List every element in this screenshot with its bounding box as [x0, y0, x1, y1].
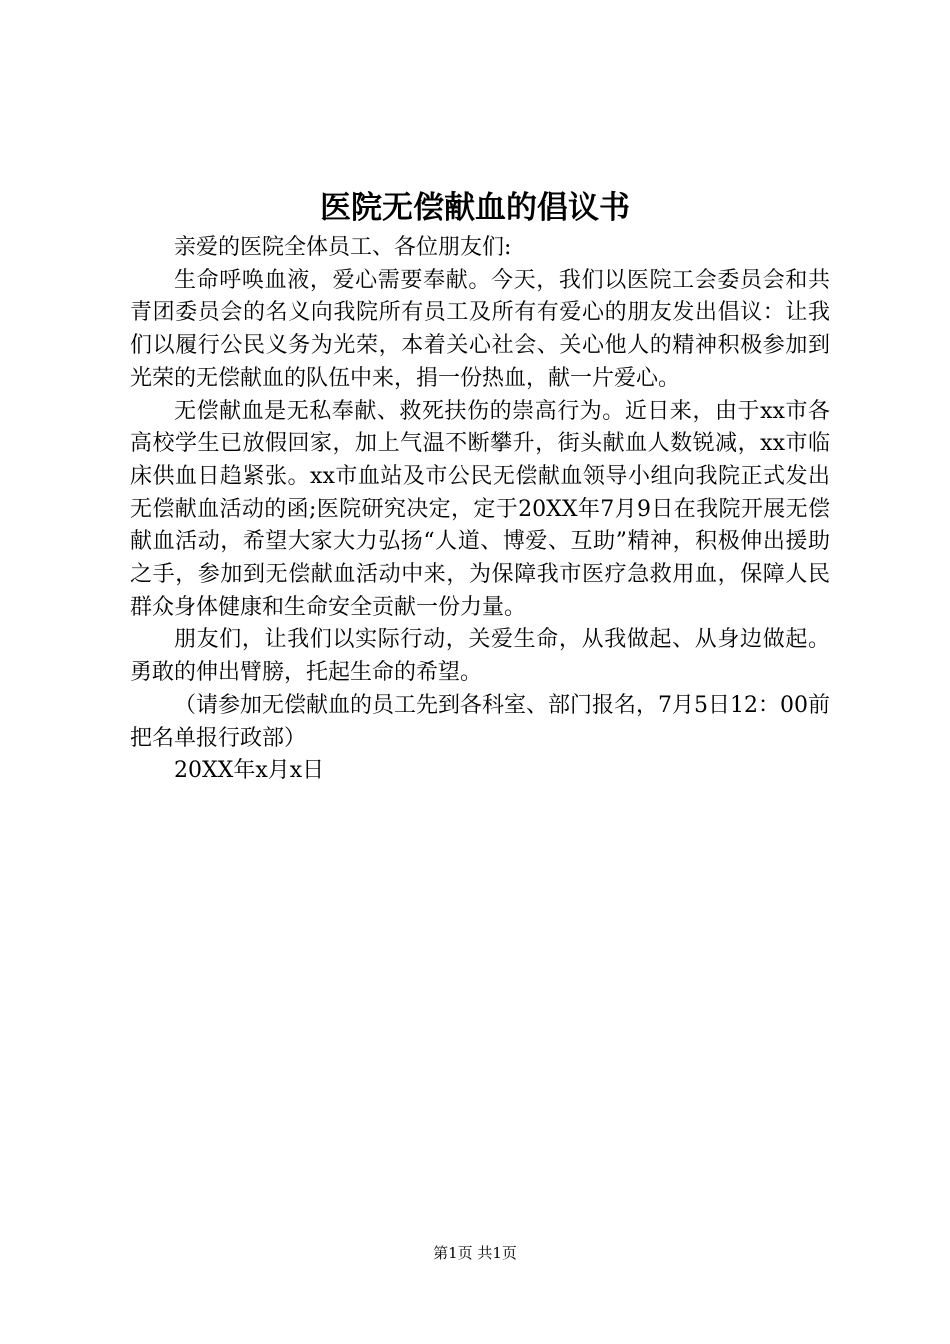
page-footer: 第1页 共1页	[433, 1244, 517, 1262]
registration-note: （请参加无偿献血的员工先到各科室、部门报名，7月5日12：00前把名单报行政部）	[130, 692, 831, 751]
paragraph-2: 无偿献血是无私奉献、救死扶伤的崇高行为。近日来，由于xx市各高校学生已放假回家，加上气温不断攀升，街头献血人数锐减，xx市临床供血日趋紧张。xx市血站及市公民无偿献血领导小组向我院正式发出无偿献血活动的函;医院研究决定，定于20XX年7月9日在我院开展无偿献血活动，希望大家大力弘扬“人道、博爱、互助”精神，积极伸出援助之手，参加到无偿献血活动中来，为保障我市医疗急救用血，保障人民群众身体健康和生命安全贡献一份力量。	[130, 398, 830, 620]
salutation: 亲爱的医院全体员工、各位朋友们:	[174, 235, 512, 260]
document-title: 医院无偿献血的倡议书	[320, 190, 630, 226]
paragraph-3: 朋友们，让我们以实际行动，关爱生命，从我做起、从身边做起。勇敢的伸出臂膀，托起生命的希望。	[130, 627, 830, 686]
paragraph-1: 生命呼唤血液，爱心需要奉献。今天，我们以医院工会委员会和共青团委员会的名义向我院所有员工及所有有爱心的朋友发出倡议：让我们以履行公民义务为光荣，本着关心社会、关心他人的精神积极参加到光荣的无偿献血的队伍中来，捐一份热血，献一片爱心。	[130, 267, 830, 391]
document-body	[130, 232, 830, 788]
document-date: 20XX年x月x日	[174, 758, 325, 784]
